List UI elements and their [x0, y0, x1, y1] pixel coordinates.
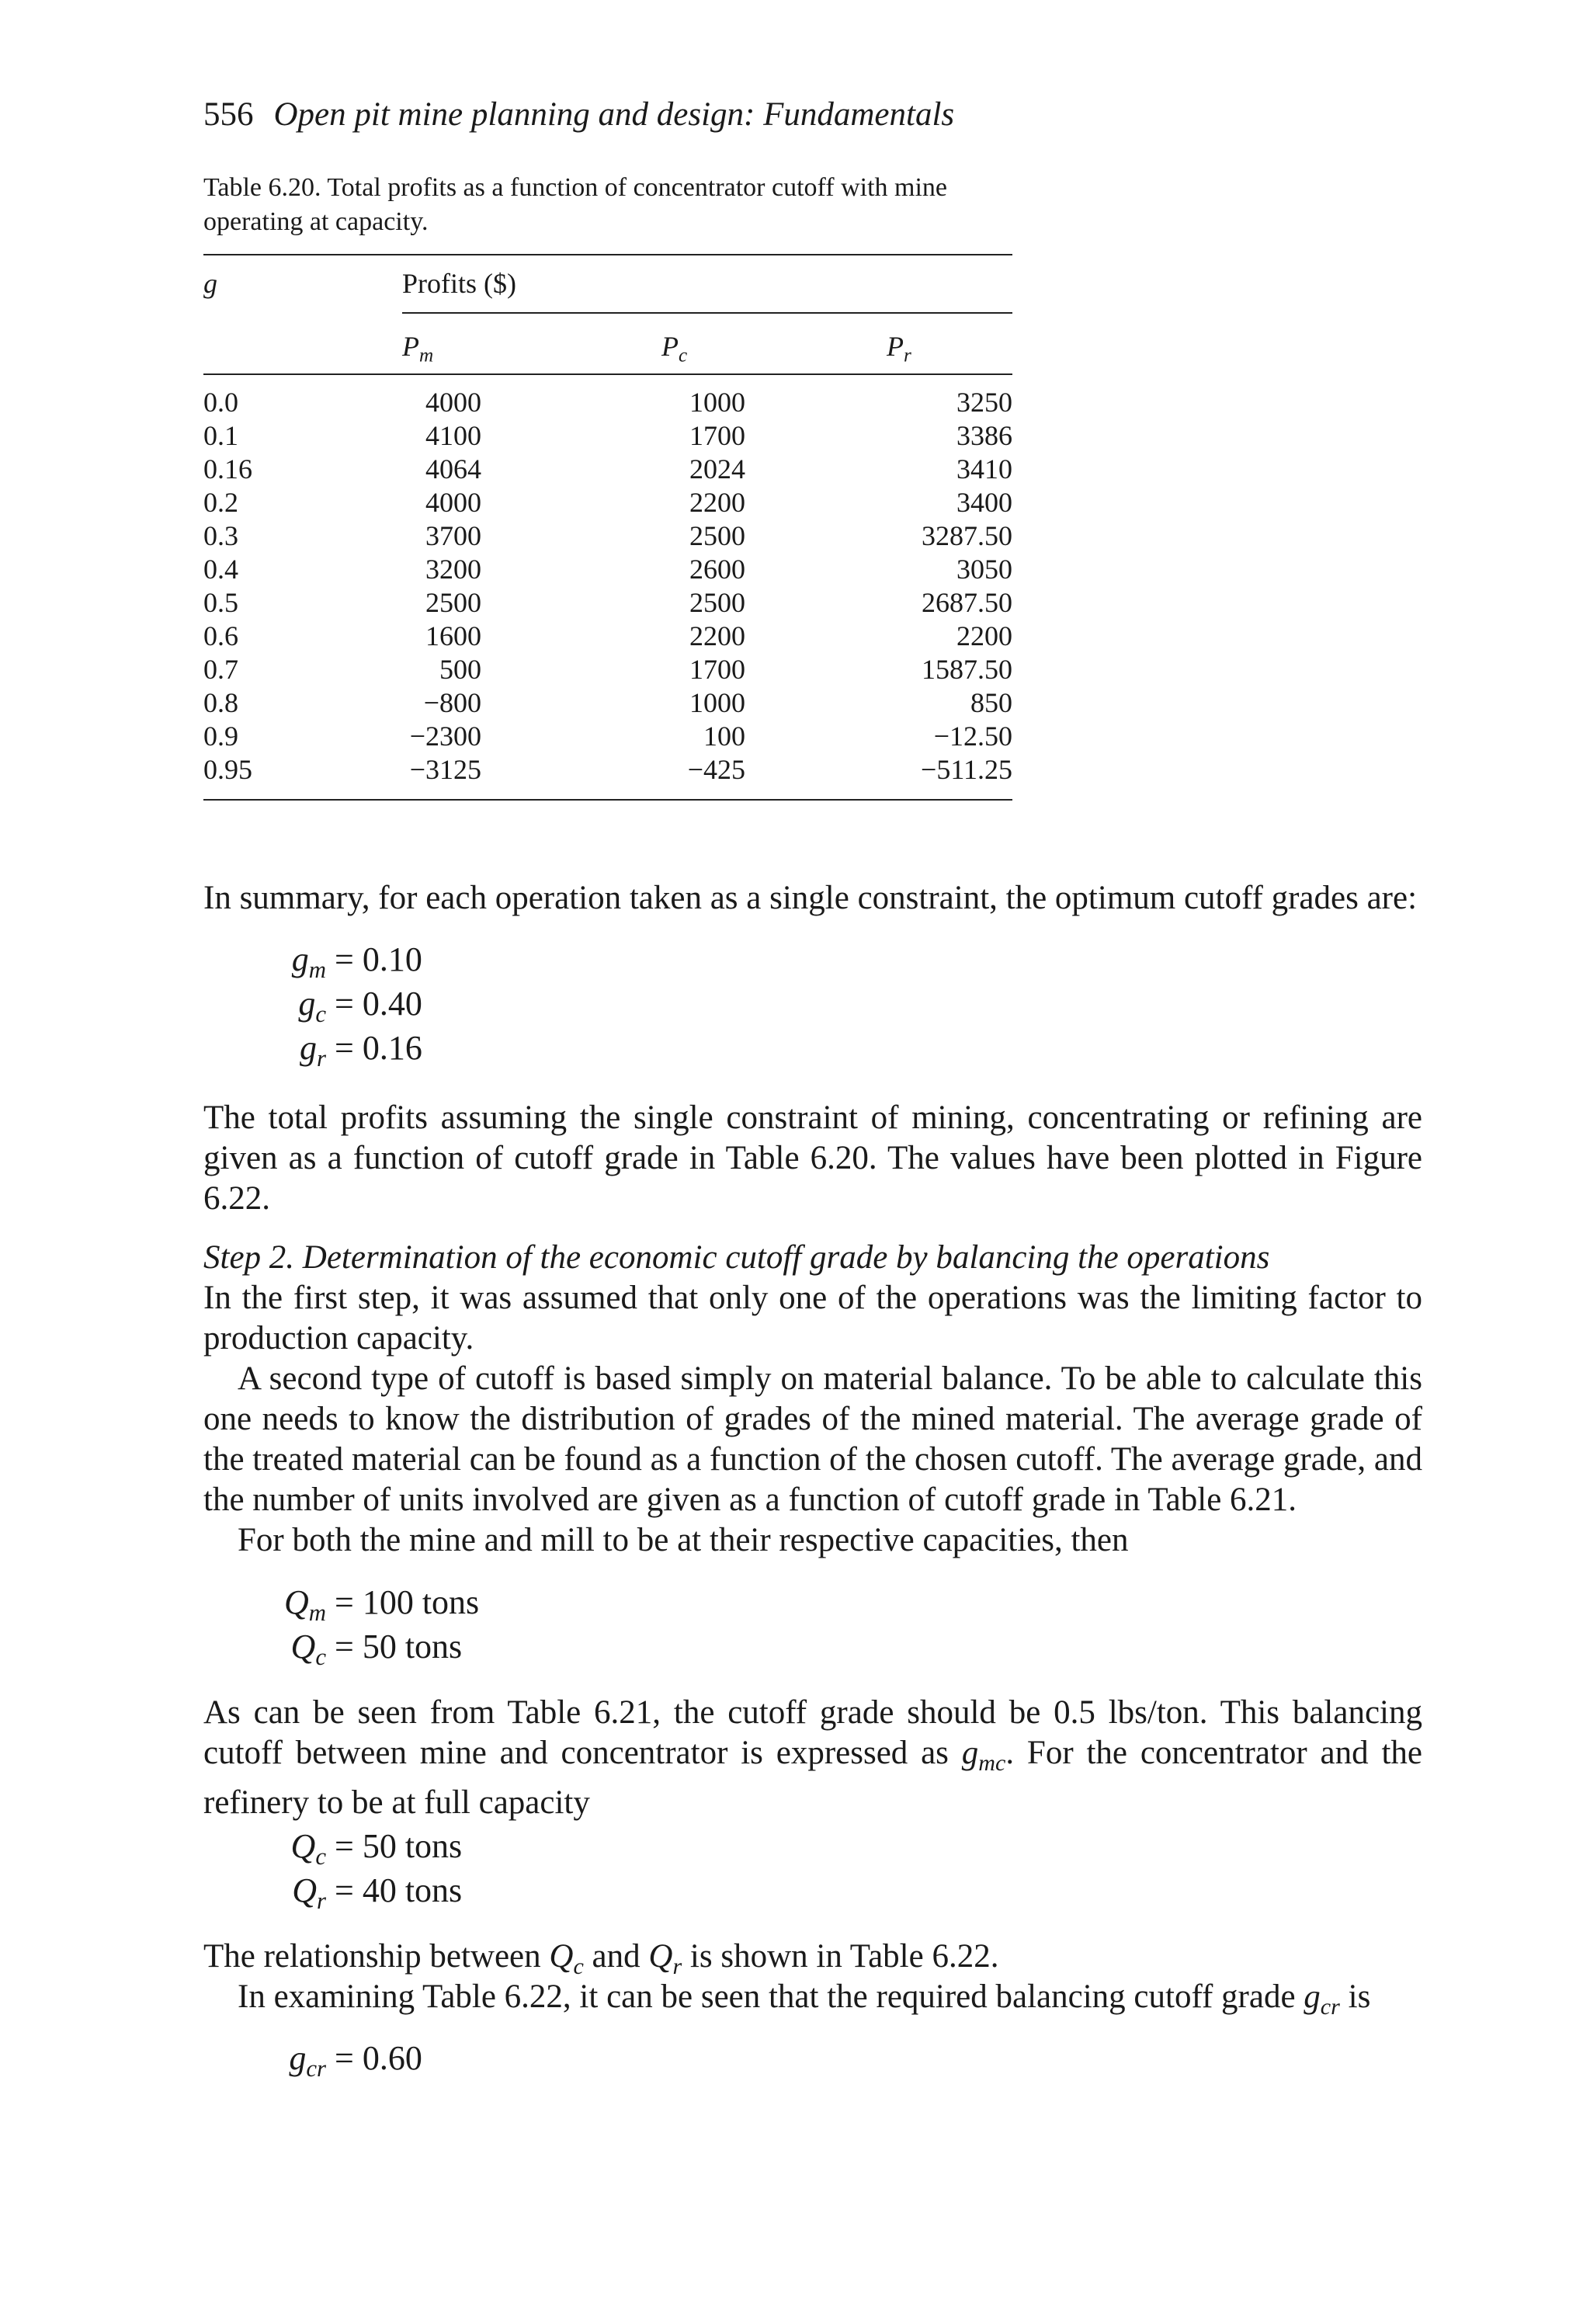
cell-pm: −3125	[409, 754, 481, 785]
equation-qc: $Q_c = 50$ tons	[290, 1627, 463, 1671]
equation-gc: $g_c = 0.40$	[298, 985, 422, 1028]
cell-g: 0.1	[203, 420, 238, 451]
cell-pc: 2024	[689, 453, 745, 485]
equation-qm: $Q_m = 100$ tons	[283, 1583, 480, 1627]
cell-g: 0.6	[203, 620, 238, 651]
cell-pr: 3050	[956, 554, 1012, 585]
equation-gm: $g_m = 0.10$	[291, 940, 422, 984]
cell-pr: 3250	[956, 387, 1012, 418]
cell-pr: −511.25	[921, 754, 1012, 785]
paragraph-total-profits: The total profits assuming the single constraint of mining, concentrating or refining are given as a function of cutoff grade in Table 6.20. The values have been plotted in Figure 6.22.	[203, 1099, 1422, 1217]
cell-pm: 3700	[425, 520, 481, 551]
cell-g: 0.2	[203, 487, 238, 518]
cell-pr: 3410	[956, 453, 1012, 485]
cell-pr: 2200	[956, 620, 1012, 651]
cell-pc: 1000	[689, 387, 745, 418]
table-top-rule	[203, 254, 1012, 255]
paragraph-relationship: The relationship between $Q_c$ and $Q_r$ is shown in Table 6.22.	[203, 1938, 999, 1980]
cell-pr: 3287.50	[922, 520, 1012, 551]
col-header-profits: Profits ($)	[402, 268, 516, 299]
equation-qr: $Q_r = 40$ tons	[292, 1871, 463, 1915]
equation-gcr: $g_{cr} = 0.60$	[289, 2039, 422, 2083]
cell-pc: 1700	[689, 420, 745, 451]
equation-gr: $g_r = 0.16$	[300, 1029, 422, 1072]
cell-g: 0.16	[203, 453, 252, 485]
cell-pc: 2200	[689, 620, 745, 651]
cell-pc: 2500	[689, 587, 745, 618]
table-caption: Table 6.20. Total profits as a function of concentrator cutoff with mine operating at capacity.	[203, 173, 947, 236]
summary-intro: In summary, for each operation taken as a single constraint, the optimum cutoff grades are:	[203, 880, 1418, 916]
paragraph-material-balance: A second type of cutoff is based simply on material balance. To be able to calculate this one needs to know the distribution of grades of the mined material. The average grade of the treated material can be found as a function of the chosen cutoff. The average grade, and the number of units involved are given as a function of cutoff grade in Table 6.21.	[203, 1360, 1422, 1518]
equation-qc-2: $Q_c = 50$ tons	[290, 1827, 463, 1871]
book-title: Open pit mine planning and design: Fundamentals	[273, 96, 955, 133]
cell-pm: 2500	[425, 587, 481, 618]
cell-pc: −425	[687, 754, 745, 785]
col-header-pm: $P_m$	[402, 331, 434, 366]
cell-g: 0.95	[203, 754, 252, 785]
running-header	[203, 92, 954, 138]
cell-pr: 3386	[956, 420, 1012, 451]
cell-g: 0.7	[203, 654, 238, 685]
cell-pr: 3400	[956, 487, 1012, 518]
cell-pr: 2687.50	[922, 587, 1012, 618]
cell-pc: 100	[703, 721, 745, 752]
cell-pc: 2600	[689, 554, 745, 585]
cell-pc: 1000	[689, 687, 745, 718]
cell-pr: 1587.50	[922, 654, 1012, 685]
paragraph-mine-mill: For both the mine and mill to be at their respective capacities, then	[238, 1522, 1129, 1558]
col-header-pr: $P_r$	[887, 331, 911, 366]
table-bottom-rule	[203, 799, 1012, 801]
cell-pc: 2200	[689, 487, 745, 518]
page-number: 556	[203, 96, 254, 133]
cell-pr: 850	[970, 687, 1012, 718]
cell-g: 0.9	[203, 721, 238, 752]
paragraph-step2-first: In the first step, it was assumed that only one of the operations was the limiting factor to production capacity.	[203, 1280, 1422, 1357]
cell-pm: 4100	[425, 420, 481, 451]
cell-pm: −2300	[409, 721, 481, 752]
cell-pc: 1700	[689, 654, 745, 685]
cell-g: 0.4	[203, 554, 238, 585]
col-header-g: g	[203, 268, 217, 299]
profits-group-rule	[402, 312, 1012, 314]
header-bottom-rule	[203, 373, 1012, 375]
cell-g: 0.0	[203, 387, 238, 418]
cell-pm: 1600	[425, 620, 481, 651]
cell-pr: −12.50	[933, 721, 1012, 752]
cell-pm: 3200	[425, 554, 481, 585]
col-header-pc: $P_c$	[661, 331, 688, 366]
cell-g: 0.8	[203, 687, 238, 718]
paragraph-examining: In examining Table 6.22, it can be seen that the required balancing cutoff grade $g_{cr}$ is	[238, 1978, 1371, 2020]
cell-pm: −800	[423, 687, 481, 718]
cell-pm: 4000	[425, 487, 481, 518]
cell-pm: 500	[439, 654, 481, 685]
cell-pc: 2500	[689, 520, 745, 551]
step2-heading: Step 2. Determination of the economic cutoff grade by balancing the operations	[203, 1239, 1270, 1276]
paragraph-balancing-cutoff: As can be seen from Table 6.21, the cutoff grade should be 0.5 lbs/ton. This balancing cutoff between mine and concentrator is expressed as $g_{mc}$. For the concentrator and the refinery to be at full capacity	[203, 1694, 1422, 1822]
cell-pm: 4000	[425, 387, 481, 418]
cell-pm: 4064	[425, 453, 481, 485]
cell-g: 0.3	[203, 520, 238, 551]
cell-g: 0.5	[203, 587, 238, 618]
